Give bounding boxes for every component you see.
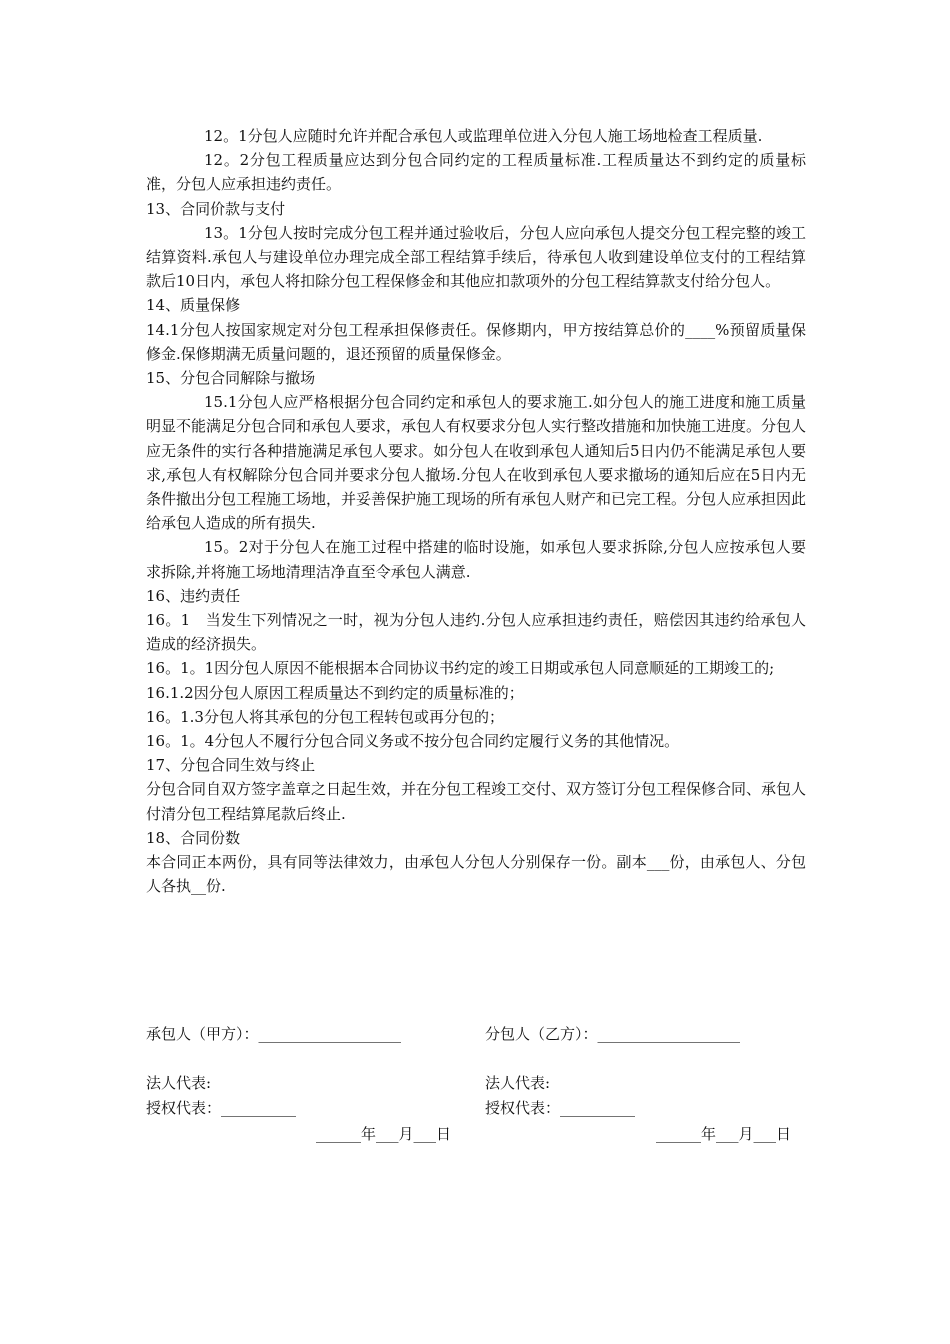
heading-13: 13、合同价款与支付 [146, 199, 286, 218]
party-b-signature-line: 分包人（乙方）：___________________ [485, 1025, 741, 1043]
party-a-legal-rep: 法人代表: [146, 1074, 212, 1092]
clause-15-2: 15。2对于分包人在施工过程中搭建的临时设施，如承包人要求拆除,分包人应按承包人要求拆除,并将施工场地清理洁净直至令承包人满意. [146, 538, 806, 581]
clause-14-1: 14.1分包人按国家规定对分包工程承担保修责任。保修期内，甲方按结算总价的____%预留质量保修金.保修期满无质量问题的，退还预留的质量保修金。 [146, 320, 806, 363]
clause-12-2: 12。2分包工程质量应达到分包合同约定的工程质量标准.工程质量达不到约定的质量标准，分包人应承担违约责任。 [146, 151, 806, 194]
clause-16-1-1: 16。1。1因分包人原因不能根据本合同协议书约定的竣工日期或承包人同意顺延的工期竣工的; [146, 659, 775, 678]
contract-body [146, 124, 806, 899]
clause-17: 分包合同自双方签字盖章之日起生效，并在分包工程竣工交付、双方签订分包工程保修合同、承包人付清分包工程结算尾款后终止. [146, 780, 807, 823]
clause-16-1-2: 16.1.2因分包人原因工程质量达不到约定的质量标准的； [146, 683, 524, 702]
party-a-authorized-rep: 授权代表：__________ [146, 1099, 297, 1117]
clause-16-1: 16。1 当发生下列情况之一时，视为分包人违约.分包人应承担违约责任，赔偿因其违约给承包人造成的经济损失。 [146, 611, 806, 654]
heading-16: 16、违约责任 [146, 586, 241, 605]
clause-13-1: 13。1分包人按时完成分包工程并通过验收后，分包人应向承包人提交分包工程完整的竣工结算资料.承包人与建设单位办理完成全部工程结算手续后，待承包人收到建设单位支付的工程结算款后10日内，承包人将扣除分包工程保修金和其他应扣款项外的分包工程结算款支付给分包人。 [146, 223, 806, 291]
clause-18: 本合同正本两份，具有同等法律效力，由承包人分包人分别保存一份。副本___份，由承包人、分包人各执__份. [146, 853, 806, 896]
heading-17: 17、分包合同生效与终止 [146, 756, 316, 775]
clause-15-1: 15.1分包人应严格根据分包合同约定和承包人的要求施工.如分包人的施工进度和施工质量明显不能满足分包合同和承包人要求，承包人有权要求分包人实行整改措施和加快施工进度。分包人应无条件的实行各种措施满足承包人要求。如分包人在收到承包人通知后5日内仍不能满足承包人要求,承包人有权解除分包合同并要求分包人撤场.分包人在收到承包人要求撤场的通知后应在5日内无条件撤出分包工程施工场地，并妥善保护施工现场的所有承包人财产和已完工程。分包人应承担因此给承包人造成的所有损失. [146, 393, 807, 533]
heading-18: 18、合同份数 [146, 828, 241, 847]
clause-12-1: 12。1分包人应随时允许并配合承包人或监理单位进入分包人施工场地检查工程质量. [204, 127, 763, 145]
clause-16-1-4: 16。1。4分包人不履行分包合同义务或不按分包合同约定履行义务的其他情况。 [146, 732, 680, 751]
party-a-date: ______年___月___日 [316, 1125, 452, 1143]
party-b-authorized-rep: 授权代表：__________ [485, 1099, 636, 1117]
clause-16-1-3: 16。1.3分包人将其承包的分包工程转包或再分包的； [146, 707, 504, 726]
party-b-date: ______年___月___日 [656, 1125, 792, 1143]
party-b-legal-rep: 法人代表: [485, 1074, 551, 1092]
heading-15: 15、分包合同解除与撤场 [146, 369, 316, 388]
heading-14: 14、质量保修 [146, 296, 241, 315]
party-a-signature-line: 承包人（甲方）：___________________ [146, 1025, 402, 1043]
